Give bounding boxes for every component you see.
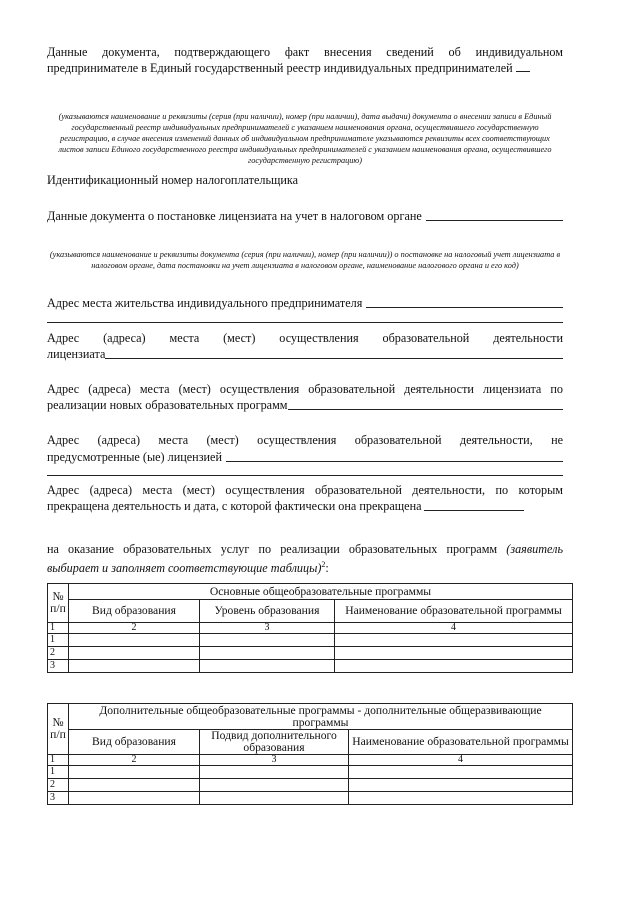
column-number: 3 [200, 755, 349, 766]
new-programs-label2: реализации новых образовательных программ [47, 398, 288, 412]
stopped-blank[interactable] [424, 510, 524, 511]
edu-address-row2 [47, 346, 563, 362]
column-number: 3 [200, 623, 335, 634]
column-number: 4 [335, 623, 573, 634]
column-header: Вид образования [69, 600, 200, 623]
table-cell[interactable] [335, 634, 573, 647]
column-number: 1 [48, 623, 69, 634]
table-row [48, 766, 573, 779]
egrip-section [47, 44, 563, 76]
new-programs-row2 [47, 397, 563, 413]
residence-blank-line2[interactable] [47, 322, 563, 323]
services-note: (заявитель выбирает и заполняет соответствующие таблицы) [47, 542, 563, 576]
row-number-header: № п/п [48, 704, 69, 755]
table-cell[interactable] [69, 779, 200, 792]
not-provided-row2 [47, 449, 563, 465]
row-number: 2 [48, 647, 69, 660]
stopped-label2: прекращена деятельность и дата, с которой фактически она прекращена [47, 499, 422, 513]
column-header: Наименование образовательной программы [335, 600, 573, 623]
table-cell[interactable] [69, 792, 200, 805]
column-header: Вид образования [69, 730, 200, 755]
new-programs-label: Адрес (адреса) места (мест) осуществления образовательной деятельности лицензиата по [47, 382, 563, 396]
new-programs-blank[interactable] [288, 409, 564, 410]
main-programs-table [47, 583, 573, 673]
edu-address-blank[interactable] [105, 358, 563, 359]
table-cell[interactable] [349, 779, 573, 792]
column-header: Подвид дополнительного образования [200, 730, 349, 755]
column-number: 1 [48, 755, 69, 766]
tax-doc-row [47, 208, 563, 224]
table-title: Дополнительные общеобразовательные программы - дополнительные общеразвивающие программы [69, 704, 573, 730]
edu-address-label: Адрес (адреса) места (мест) осуществления образовательной деятельности [47, 331, 563, 345]
tax-doc-blank[interactable] [426, 220, 563, 221]
table-row [48, 779, 573, 792]
table-title: Основные общеобразовательные программы [69, 584, 573, 600]
egrip-note: (указываются наименование и реквизиты (серия (при наличии), номер (при наличии), дата выдачи) документа о внесении записи в Единый государственный реестр индивидуальных предпринимателей с указанием наименования органа, осуществившего государственную регистрацию, в случае внесения изменений данных об индивидуальном предпринимателе указываются реквизиты всех соответствующих листов записи Единого государственного реестра индивидуальных предпринимателей с указанием наименования органа, осуществившего государственную регистрацию) [58, 112, 552, 165]
services-intro: на оказание образовательных услуг по реализации образовательных программ (заявитель выбирает и заполняет соответствующие таблицы)$^2$: [47, 542, 563, 576]
table-cell[interactable] [69, 766, 200, 779]
additional-programs-table [47, 703, 573, 805]
column-header: Наименование образовательной программы [349, 730, 573, 755]
column-header: Уровень образования [200, 600, 335, 623]
column-number: 2 [69, 623, 200, 634]
table-cell[interactable] [69, 647, 200, 660]
tax-doc-label: Данные документа о постановке лицензиата на учет в налоговом органе [47, 209, 422, 223]
residence-row [47, 295, 563, 311]
table-cell[interactable] [200, 647, 335, 660]
table-row [48, 634, 573, 647]
row-number: 1 [48, 634, 69, 647]
inn-label: Идентификационный номер налогоплательщика [47, 173, 299, 187]
row-number-header: № п/п [48, 584, 69, 623]
egrip-data-blank[interactable] [516, 61, 530, 72]
stopped-row2 [47, 498, 563, 514]
residence-blank[interactable] [366, 307, 563, 308]
table-cell[interactable] [69, 660, 200, 673]
table-cell[interactable] [335, 647, 573, 660]
not-provided-blank[interactable] [226, 461, 563, 462]
table-row [48, 647, 573, 660]
table-cell[interactable] [200, 779, 349, 792]
not-provided-blank-line2[interactable] [47, 475, 563, 476]
row-number: 3 [48, 792, 69, 805]
tax-doc-note: (указываются наименование и реквизиты документа (серия (при наличии), номер (при наличии)) о постановке на налоговый учет лицензиата в налоговом органе, дата постановки на учет лицензиата в налоговом органе, наименование налогового органа и его код) [49, 250, 561, 270]
footnote-mark: 2 [321, 560, 326, 569]
table-cell[interactable] [349, 766, 573, 779]
table-cell[interactable] [200, 766, 349, 779]
edu-address-label2: лицензиата [47, 347, 106, 361]
stopped-label: Адрес (адреса) места (мест) осуществления образовательной деятельности, по которым [47, 483, 563, 497]
row-number: 3 [48, 660, 69, 673]
column-number: 2 [69, 755, 200, 766]
row-number: 1 [48, 766, 69, 779]
table-cell[interactable] [335, 660, 573, 673]
table-row [48, 660, 573, 673]
row-number: 2 [48, 779, 69, 792]
table-cell[interactable] [69, 634, 200, 647]
residence-label: Адрес места жительства индивидуального предпринимателя [47, 296, 363, 310]
table-cell[interactable] [200, 660, 335, 673]
egrip-data-label: Данные документа, подтверждающего факт внесения сведений об индивидуальном предпринимателе в Единый государственный реестр индивидуальных предпринимателей [47, 45, 563, 75]
table-row [48, 792, 573, 805]
table-cell[interactable] [349, 792, 573, 805]
table-cell[interactable] [200, 634, 335, 647]
table-cell[interactable] [200, 792, 349, 805]
column-number: 4 [349, 755, 573, 766]
not-provided-label: Адрес (адреса) места (мест) осуществления образовательной деятельности, не [47, 433, 563, 447]
not-provided-label2: предусмотренные (ые) лицензией [47, 450, 222, 464]
